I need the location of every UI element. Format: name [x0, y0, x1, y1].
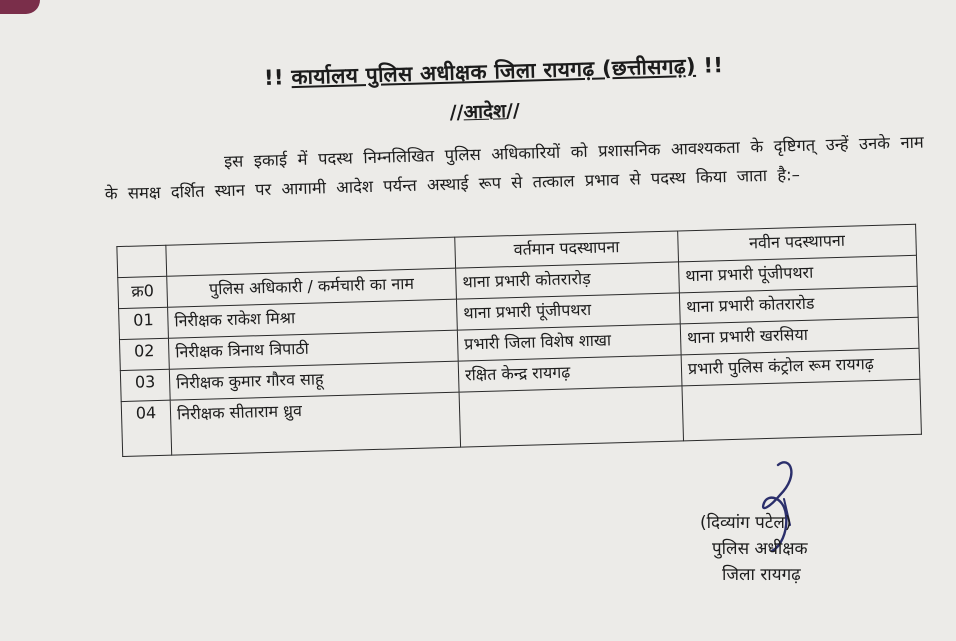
row-3-new: थाना प्रभारी खरसिया	[680, 317, 919, 355]
order-body-paragraph: इस इकाई में पदस्थ निम्नलिखित पुलिस अधिकारियों को प्रशासनिक आवश्यकता के दृष्टिगत् उन्हें उनके नाम के समक्ष दर्शित स्थान पर आगामी आदेश पर्यन्त अस्थाई रूप से तत्काल प्रभाव से पदस्थ किया जाता है:–	[104, 132, 925, 204]
order-marks-left: //	[449, 101, 464, 124]
row-3-serial: 03	[120, 369, 170, 401]
row-2-new: थाना प्रभारी कोतरारोड	[679, 286, 918, 324]
row-1-name: निरीक्षक राकेश मिश्रा	[168, 299, 458, 338]
postings-table	[116, 224, 922, 457]
header-name-label: पुलिस अधिकारी / कर्मचारी का नाम	[167, 268, 457, 307]
row-2-current: थाना प्रभारी पूंजीपथरा	[456, 293, 680, 330]
row-1-serial: 01	[119, 307, 169, 339]
row-4-new: प्रभारी पुलिस कंट्रोल रूम रायगढ़	[681, 348, 920, 386]
signatory-name: (दिव्यांग पटेल)	[700, 513, 792, 533]
order-marks-right: //	[505, 99, 521, 123]
row-4-serial: 04	[121, 400, 172, 456]
row-1-current: थाना प्रभारी कोतरारोड़	[456, 262, 680, 299]
row-4-current: रक्षित केन्द्र रायगढ़	[458, 355, 682, 392]
row-2-name: निरीक्षक त्रिनाथ त्रिपाठी	[168, 330, 458, 369]
row-3-name: निरीक्षक कुमार गौरव साहू	[169, 361, 459, 400]
row-1-new: थाना प्रभारी पूंजीपथरा	[679, 255, 918, 293]
row-4-name: निरीक्षक सीताराम ध्रुव	[170, 392, 460, 455]
header-new-posting: नवीन पदस्थापना	[678, 224, 917, 262]
header-serial	[117, 245, 167, 277]
heading-marks-right: !!	[703, 53, 724, 78]
row-3-current: प्रभारी जिला विशेष शाखा	[457, 324, 681, 361]
office-heading	[193, 49, 794, 94]
row-2-serial: 02	[119, 338, 169, 370]
empty-cell	[459, 386, 683, 447]
order-title	[384, 95, 585, 127]
heading-marks-left: !!	[263, 65, 285, 90]
header-serial-label: क्र0	[118, 276, 168, 308]
signatory-district: जिला रायगढ़	[722, 565, 801, 585]
header-current-posting: वर्तमान पदस्थापना	[455, 231, 679, 268]
signatory-designation: पुलिस अधीक्षक	[712, 539, 808, 559]
empty-cell	[682, 379, 921, 441]
office-heading-text: कार्यालय पुलिस अधीक्षक जिला रायगढ़ (छत्तीसगढ़)	[291, 53, 697, 90]
signatory-block	[700, 510, 900, 588]
order-title-text: आदेश	[463, 100, 507, 124]
